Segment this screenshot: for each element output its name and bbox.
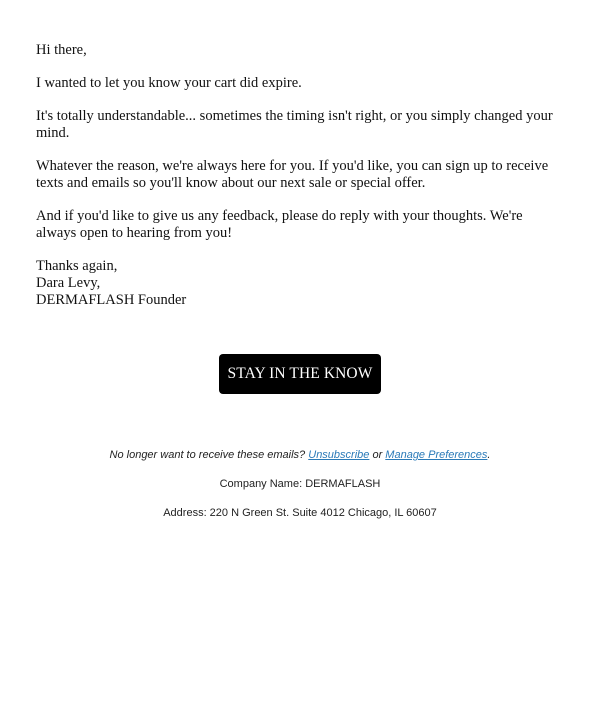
period: . xyxy=(487,449,491,461)
signoff xyxy=(36,258,564,309)
stay-in-the-know-button[interactable]: STAY IN THE KNOW xyxy=(219,354,381,394)
preferences-line xyxy=(0,448,600,462)
manage-preferences-link[interactable]: Manage Preferences xyxy=(385,449,488,461)
email-body xyxy=(36,42,564,309)
signoff-name: Dara Levy, xyxy=(36,275,101,291)
paragraph-feedback: And if you'd like to give us any feedback, please do reply with your thoughts. We're always open to hearing from you! xyxy=(36,208,523,241)
or-text: or xyxy=(372,449,383,461)
cta-wrapper xyxy=(0,354,600,394)
company-name: Company Name: DERMAFLASH xyxy=(219,478,381,490)
email-footer xyxy=(0,448,600,520)
preferences-prefix: No longer want to receive these emails? xyxy=(109,449,306,461)
signoff-title: DERMAFLASH Founder xyxy=(36,292,187,308)
paragraph-cart-expired: I wanted to let you know your cart did expire. xyxy=(36,75,302,91)
paragraph-sign-up: Whatever the reason, we're always here for you. If you'd like, you can sign up to receive texts and emails so you'll know about our next sale or special offer. xyxy=(36,158,549,191)
unsubscribe-link[interactable]: Unsubscribe xyxy=(308,449,370,461)
paragraph-understandable: It's totally understandable... sometimes the timing isn't right, or you simply changed your mind. xyxy=(36,108,553,141)
company-address: Address: 220 N Green St. Suite 4012 Chicago, IL 60607 xyxy=(163,507,437,519)
signoff-thanks: Thanks again, xyxy=(36,258,118,274)
greeting: Hi there, xyxy=(36,42,87,58)
